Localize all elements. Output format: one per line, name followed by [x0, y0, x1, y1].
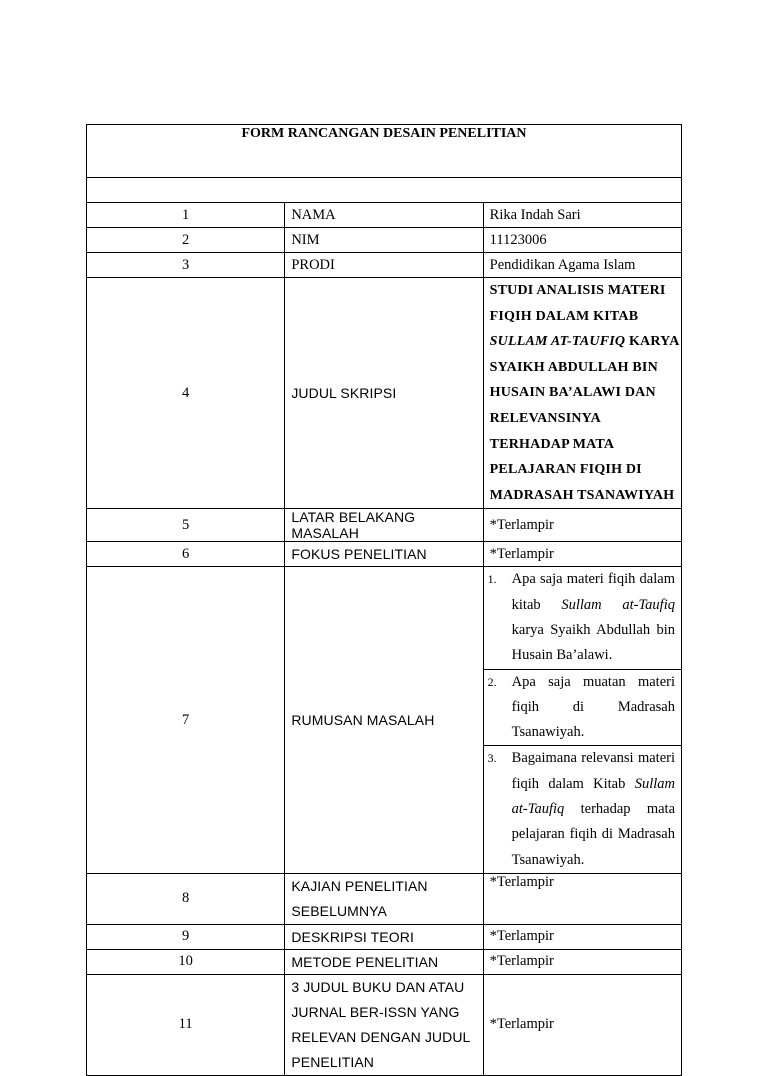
table-row: [87, 949, 682, 974]
table-row: [87, 278, 682, 509]
row-number: 9: [87, 924, 285, 949]
form-title: FORM RANCANGAN DESAIN PENELITIAN: [241, 126, 527, 141]
row-label: LATAR BELAKANG MASALAH: [285, 509, 483, 542]
list-item: [484, 746, 681, 873]
list-item-number: 3.: [487, 751, 497, 766]
list-item-number: 1.: [487, 572, 497, 587]
row-label: NIM: [285, 228, 483, 253]
row-label: 3 JUDUL BUKU DAN ATAU JURNAL BER-ISSN YANG RELEVAN DENGAN JUDUL PENELITIAN: [285, 974, 483, 1075]
list-item-text: Bagaimana relevansi materi fiqih dalam Kitab: [511, 750, 675, 792]
row-value: 11123006: [483, 228, 681, 253]
table-row: [87, 924, 682, 949]
table-row: [87, 974, 682, 1075]
thesis-title-value: [483, 278, 681, 509]
row-label: KAJIAN PENELITIAN SEBELUMNYA: [285, 873, 483, 924]
book-title: Sullam at-Taufiq: [511, 775, 675, 818]
blank-row: [87, 178, 682, 203]
table-row: [87, 203, 682, 228]
thesis-title-part: STUDI ANALISIS MATERI FIQIH DALAM KITAB: [489, 283, 666, 324]
form-title-cell: [87, 125, 682, 178]
research-questions-list: [484, 567, 681, 873]
table-row: [87, 228, 682, 253]
list-item-text: terhadap mata pelajaran fiqih di Madrasah Tsanawiyah.: [511, 801, 675, 868]
blank-cell: [87, 178, 682, 203]
list-item-number: 2.: [487, 674, 497, 689]
row-label: FOKUS PENELITIAN: [285, 542, 483, 567]
table-row: [87, 567, 682, 874]
table-row: [87, 542, 682, 567]
row-label: METODE PENELITIAN: [285, 949, 483, 974]
row-label: DESKRIPSI TEORI: [285, 924, 483, 949]
row-number: 10: [87, 949, 285, 974]
row-label: PRODI: [285, 253, 483, 278]
list-item: [484, 567, 681, 669]
row-value: Rika Indah Sari: [483, 203, 681, 228]
list-item-text: karya Syaikh Abdullah bin Husain Ba’alawi.: [511, 621, 675, 664]
research-design-form: [86, 124, 682, 1076]
row-number: 4: [87, 278, 285, 509]
row-label: RUMUSAN MASALAH: [285, 567, 483, 874]
book-title: Sullam at-Taufiq: [561, 596, 675, 613]
row-number: 7: [87, 567, 285, 874]
row-value: *Terlampir: [483, 949, 681, 974]
thesis-title-book: SULLAM AT-TAUFIQ: [489, 334, 626, 350]
row-value: *Terlampir: [483, 924, 681, 949]
row-value: *Terlampir: [483, 542, 681, 567]
list-item: [484, 669, 681, 746]
list-item-text: Apa saja muatan materi fiqih di Madrasah Tsanawiyah.: [511, 673, 675, 741]
row-value: *Terlampir: [483, 509, 681, 542]
thesis-title-part: KARYA SYAIKH ABDULLAH BIN HUSAIN BA’ALAWI DAN RELEVANSINYA TERHADAP MATA PELAJARAN FIQIH DI MADRASAH TSANAWIYAH: [489, 334, 679, 503]
row-label: JUDUL SKRIPSI: [285, 278, 483, 509]
table-row: [87, 873, 682, 924]
table-row: [87, 253, 682, 278]
row-number: 6: [87, 542, 285, 567]
row-value: *Terlampir: [483, 974, 681, 1075]
row-label: NAMA: [285, 203, 483, 228]
row-number: 5: [87, 509, 285, 542]
row-number: 3: [87, 253, 285, 278]
list-item-text: Apa saja materi fiqih dalam kitab: [511, 571, 675, 613]
row-number: 1: [87, 203, 285, 228]
row-value: Pendidikan Agama Islam: [483, 253, 681, 278]
row-number: 8: [87, 873, 285, 924]
row-number: 11: [87, 974, 285, 1075]
table-row: [87, 509, 682, 542]
research-questions-cell: [483, 567, 681, 874]
row-value: *Terlampir: [483, 873, 681, 924]
row-number: 2: [87, 228, 285, 253]
